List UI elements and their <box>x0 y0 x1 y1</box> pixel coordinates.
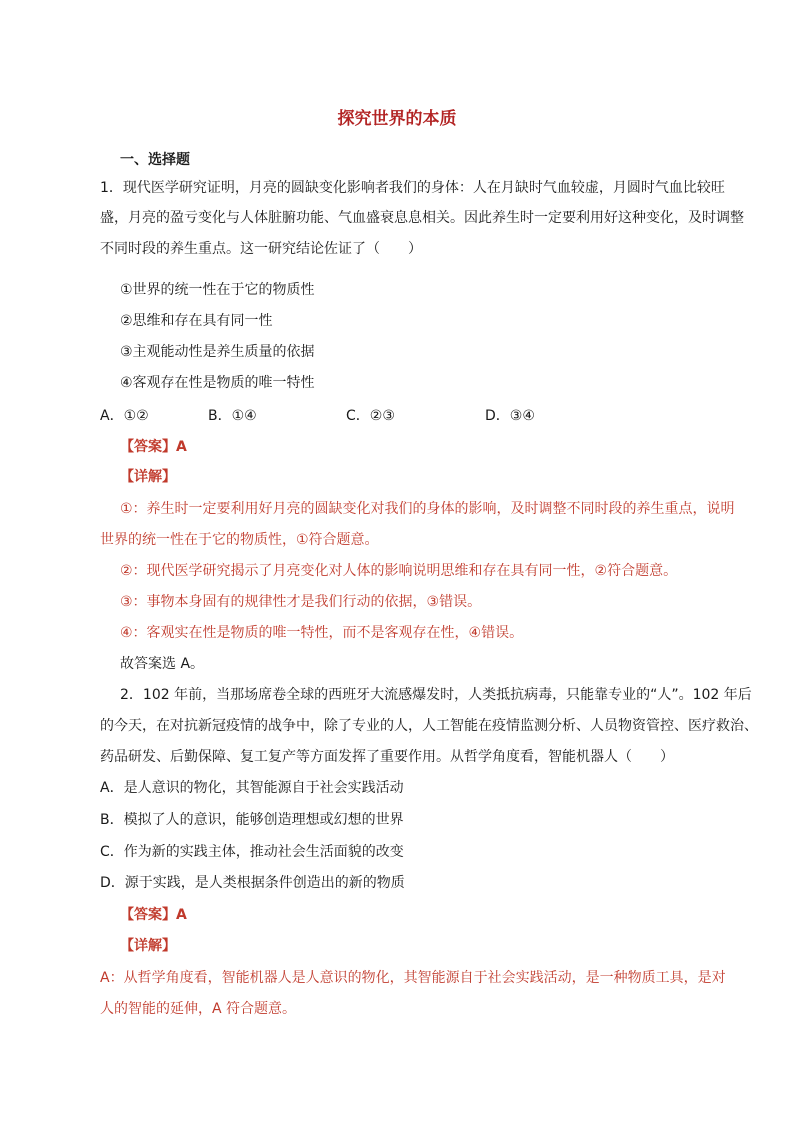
section-heading: 一、选择题 <box>120 152 190 168</box>
q1-statement: ①世界的统一性在于它的物质性 <box>120 282 315 298</box>
q2-stem-line: 的今天，在对抗新冠疫情的战争中，除了专业的人，人工智能在疫情监测分析、人员物资管控、医疗救治、 <box>100 718 758 734</box>
q1-detail-line: 世界的统一性在于它的物质性，①符合题意。 <box>100 532 379 548</box>
q1-detail-line: ③：事物本身固有的规律性才是我们行动的依据，③错误。 <box>120 594 482 610</box>
q2-stem-line: 2．102 年前，当那场席卷全球的西班牙大流感爆发时，人类抵抗病毒，只能靠专业的“人”。102 年后 <box>120 687 752 703</box>
answer-label: 【答案】 <box>120 439 176 455</box>
q1-option-b: B．①④ <box>208 408 257 424</box>
answer-value: A <box>176 907 187 923</box>
q1-option-a: A．①② <box>100 408 149 424</box>
q1-conclusion: 故答案选 A。 <box>120 656 205 672</box>
q1-answer <box>120 437 187 457</box>
q2-option-a: A．是人意识的物化，其智能源自于社会实践活动 <box>100 780 404 796</box>
q2-stem-line: 药品研发、后勤保障、复工复产等方面发挥了重要作用。从哲学角度看，智能机器人（ ） <box>100 749 674 765</box>
q1-statement: ③主观能动性是养生质量的依据 <box>120 344 315 360</box>
q2-answer <box>120 905 187 925</box>
q1-stem-line: 盛，月亮的盈亏变化与人体脏腑功能、气血盛衰息息相关。因此养生时一定要利用好这种变化，及时调整 <box>100 210 744 226</box>
q1-detail-line: ②：现代医学研究揭示了月亮变化对人体的影响说明思维和存在具有同一性，②符合题意。 <box>120 563 678 579</box>
q2-option-b: B．模拟了人的意识，能够创造理想或幻想的世界 <box>100 812 404 828</box>
q2-option-c: C．作为新的实践主体，推动社会生活面貌的改变 <box>100 844 404 860</box>
q1-option-c: C．②③ <box>346 408 395 424</box>
q2-option-d: D．源于实践，是人类根据条件创造出的新的物质 <box>100 875 405 891</box>
q1-detail-line: ④：客观实在性是物质的唯一特性，而不是客观存在性，④错误。 <box>120 625 524 641</box>
q1-statement: ②思维和存在具有同一性 <box>120 313 273 329</box>
q1-detail-line: ①：养生时一定要利用好月亮的圆缺变化对我们的身体的影响，及时调整不同时段的养生重点，说明 <box>120 501 735 517</box>
q2-detail-line: A：从哲学角度看，智能机器人是人意识的物化，其智能源自于社会实践活动，是一种物质工具，是对 <box>100 970 726 986</box>
q1-stem-line: 不同时段的养生重点。这一研究结论佐证了（ ） <box>100 241 422 257</box>
q2-detail-line: 人的智能的延伸，A 符合题意。 <box>100 1001 297 1017</box>
q1-stem-line: 1．现代医学研究证明，月亮的圆缺变化影响者我们的身体：人在月缺时气血较虚，月圆时气血比较旺 <box>100 180 725 196</box>
q2-detail-label: 【详解】 <box>120 938 176 954</box>
q1-option-d: D．③④ <box>485 408 535 424</box>
answer-label: 【答案】 <box>120 907 176 923</box>
q1-statement: ④客观存在性是物质的唯一特性 <box>120 375 315 391</box>
answer-value: A <box>176 439 187 455</box>
page-title: 探究世界的本质 <box>337 109 457 129</box>
q1-detail-label: 【详解】 <box>120 469 176 485</box>
